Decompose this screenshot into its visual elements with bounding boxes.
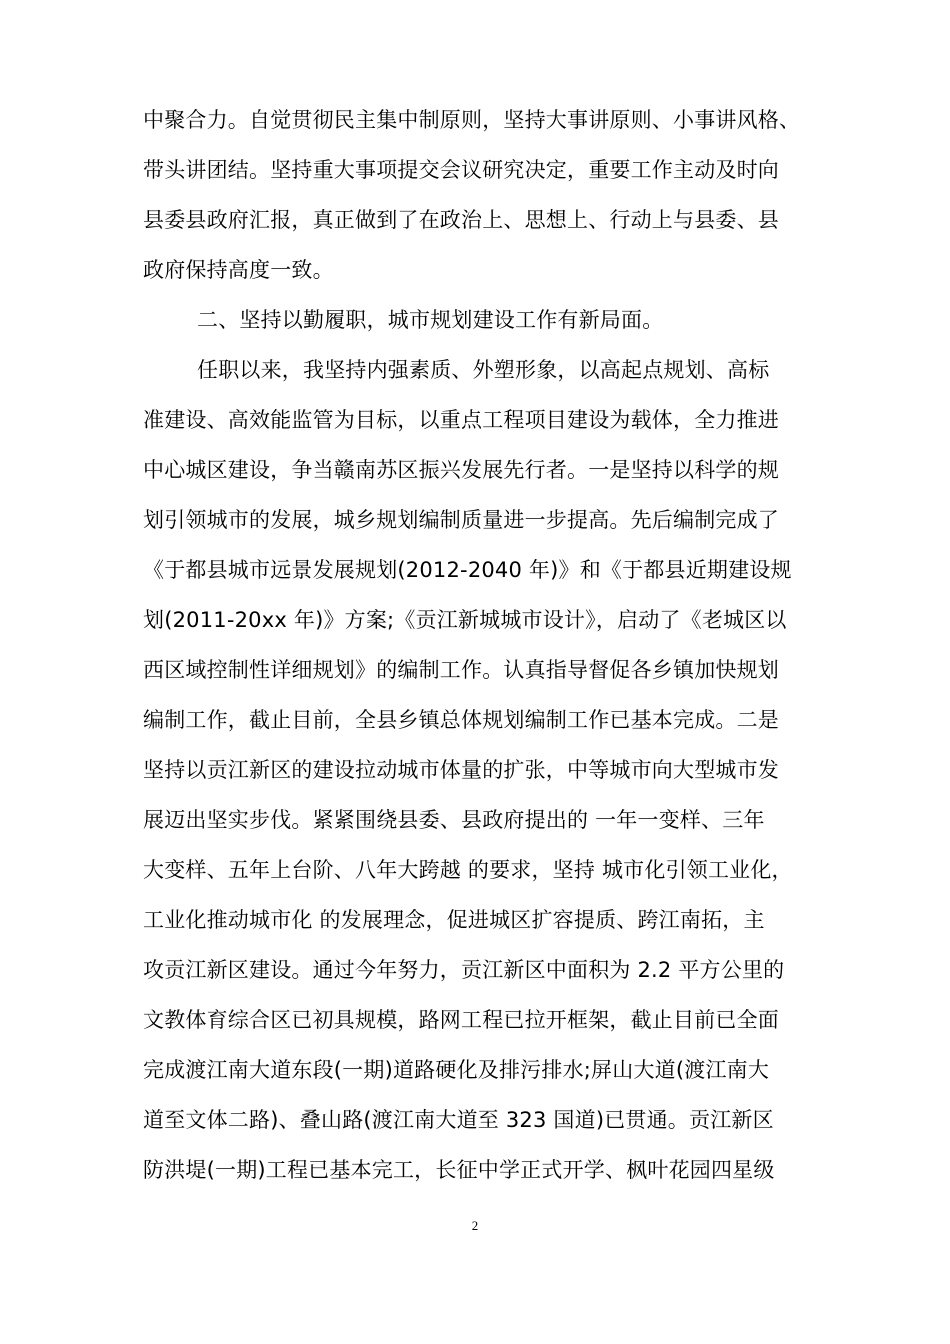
text-line: 大变样、五年上台阶、八年大跨越 的要求，坚持 城市化引领工业化， — [143, 858, 793, 882]
text-line: 带头讲团结。坚持重大事项提交会议研究决定，重要工作主动及时向 — [143, 158, 779, 182]
text-line: 准建设、高效能监管为目标，以重点工程项目建设为载体，全力推进 — [143, 408, 779, 432]
text-line: 县委县政府汇报，真正做到了在政治上、思想上、行动上与县委、县 — [143, 208, 779, 232]
text-line: 完成渡江南大道东段(一期)道路硬化及排污排水;屏山大道(渡江南大 — [143, 1058, 770, 1082]
text-line: 攻贡江新区建设。通过今年努力，贡江新区中面积为 2.2 平方公里的 — [143, 958, 785, 982]
section-heading: 二、坚持以勤履职，城市规划建设工作有新局面。 — [197, 308, 664, 332]
page-number: 2 — [471, 1218, 479, 1233]
text-line: 防洪堤(一期)工程已基本完工，长征中学正式开学、枫叶花园四星级 — [143, 1158, 775, 1182]
text-line: 道至文体二路)、叠山路(渡江南大道至 323 国道)已贯通。贡江新区 — [143, 1108, 774, 1132]
text-line: 中聚合力。自觉贯彻民主集中制原则，坚持大事讲原则、小事讲风格、 — [143, 108, 801, 132]
text-line: 工业化推动城市化 的发展理念，促进城区扩容提质、跨江南拓，主 — [143, 908, 765, 932]
text-line: 展迈出坚实步伐。紧紧围绕县委、县政府提出的 一年一变样、三年 — [143, 808, 765, 832]
body-text — [143, 95, 823, 1195]
text-line: 坚持以贡江新区的建设拉动城市体量的扩张，中等城市向大型城市发 — [143, 758, 779, 782]
paragraph-first-line: 任职以来，我坚持内强素质、外塑形象，以高起点规划、高标 — [197, 358, 770, 382]
text-line: 划引领城市的发展，城乡规划编制质量进一步提高。先后编制完成了 — [143, 508, 779, 532]
text-line: 文教体育综合区已初具规模，路网工程已拉开框架，截止目前已全面 — [143, 1008, 779, 1032]
text-line: 划(2011-20xx 年)》方案;《贡江新城城市设计》，启动了《老城区以 — [143, 608, 787, 632]
text-line: 中心城区建设，争当赣南苏区振兴发展先行者。一是坚持以科学的规 — [143, 458, 779, 482]
text-line: 西区域控制性详细规划》的编制工作。认真指导督促各乡镇加快规划 — [143, 658, 779, 682]
text-line: 编制工作，截止目前，全县乡镇总体规划编制工作已基本完成。二是 — [143, 708, 779, 732]
text-line: 政府保持高度一致。 — [143, 258, 334, 282]
text-line: 《于都县城市远景发展规划(2012-2040 年)》和《于都县近期建设规 — [143, 558, 792, 582]
